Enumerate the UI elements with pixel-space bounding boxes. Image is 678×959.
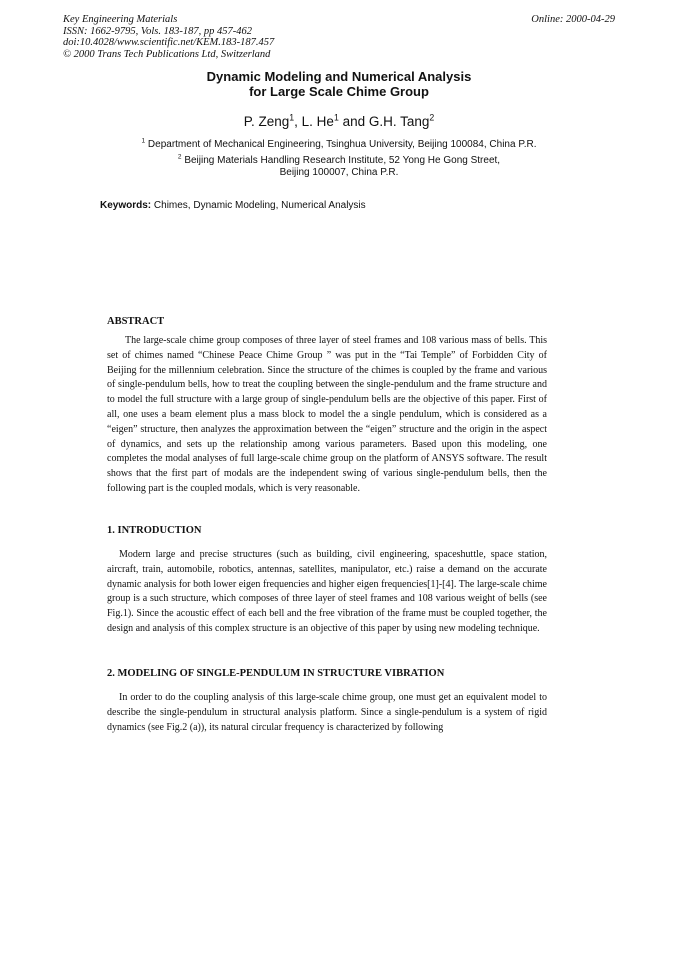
introduction-body: Modern large and precise structures (such as building, civil engineering, spaceshuttle, space station, aircraft, train, automobile, robotics, antennas, satellites, manipulator, etc.) raise a demand on the accurate dynamic analysis for both lower eigen frequencies and higher eigen frequencies[1]-[4]. The large-scale chime group is a such structure, which composes of three layer of steel frames and 108 various weight of bells (see Fig.1). Since the acoustic effect of each bell and the free vibration of the frame must be coupled together, the design and analysis of this complex structure is an objective of this paper by using new modeling technique. xyxy=(107,549,547,634)
affiliation-mark: 2 xyxy=(177,153,182,161)
author-affil-mark: 1 xyxy=(289,112,295,123)
author-name: L. He xyxy=(301,114,334,129)
section-2-heading: 2. MODELING OF SINGLE-PENDULUM IN STRUCTURE VIBRATION xyxy=(107,668,445,679)
affiliation-1 xyxy=(0,139,678,151)
copyright-line: © 2000 Trans Tech Publications Ltd, Switzerland xyxy=(63,48,271,60)
paper-title-line-1: Dynamic Modeling and Numerical Analysis xyxy=(206,69,472,84)
author-list xyxy=(0,114,678,129)
keywords-label: Keywords: xyxy=(100,200,152,211)
journal-header xyxy=(63,14,615,60)
author-name: P. Zeng xyxy=(243,114,290,129)
affiliation-2 xyxy=(0,155,678,167)
keywords xyxy=(100,200,366,211)
affiliation-text: Department of Mechanical Engineering, Tsinghua University, Beijing 100084, China P.R. xyxy=(147,139,537,150)
online-date: Online: 2000-04-29 xyxy=(531,14,615,25)
author-separator: , xyxy=(294,114,302,129)
affiliation-text: Beijing Materials Handling Research Institute, 52 Yong He Gong Street, xyxy=(184,155,501,166)
author-affil-mark: 1 xyxy=(333,112,339,123)
section-2-body: In order to do the coupling analysis of this large-scale chime group, one must get an equivalent model to describe the single-pendulum in structural analysis platform. Since a single-pendulum is a system of rigid dynamics (see Fig.2 (a)), its natural circular frequency is characterized by following xyxy=(107,692,547,733)
author-affil-mark: 2 xyxy=(429,112,435,123)
author-separator: and xyxy=(338,114,369,129)
introduction-heading: 1. INTRODUCTION xyxy=(107,525,202,536)
journal-name: Key Engineering Materials xyxy=(63,14,178,25)
affiliation-2-line-2: Beijing 100007, China P.R. xyxy=(279,167,399,178)
issn-line: ISSN: 1662-9795, Vols. 183-187, pp 457-462 xyxy=(63,25,252,37)
abstract-heading: ABSTRACT xyxy=(107,316,165,327)
keywords-text: Chimes, Dynamic Modeling, Numerical Analysis xyxy=(153,200,366,211)
doi-line: doi:10.4028/www.scientific.net/KEM.183-187.457 xyxy=(63,37,275,49)
paper-title-line-2: for Large Scale Chime Group xyxy=(249,84,429,99)
author-name: G.H. Tang xyxy=(368,114,430,129)
affiliation-mark: 1 xyxy=(141,137,146,145)
abstract-body: The large-scale chime group composes of three layer of steel frames and 108 various mass of bells. This set of chimes named “Chinese Peace Chime Group ” was put in the “Tai Temple” of Forbidden City of Beijing for the millennium celebration. Since the structure of the chimes is coupled by the frame and various of single-pendulum bells, how to treat the coupling between the single-pendulum and the frame structure and to model the full structure with a large group of single-pendulum bells are the objective of this paper. First of all, one uses a beam element plus a mass block to model the a single pendulum, which is considered as a “eigen” structure, then analyzes the approximation between the “eigen” structure and the origin in the aspect of dynamics, and sets up the relationship among various parameters. Based upon this modeling, one completes the modal analyses of full large-scale chime group on the platform of ANSYS software. The result shows that the first part of modals are the independent swing of various single-pendulum bells, then the following part is the coupled modals, which is very reasonable. xyxy=(107,335,547,494)
